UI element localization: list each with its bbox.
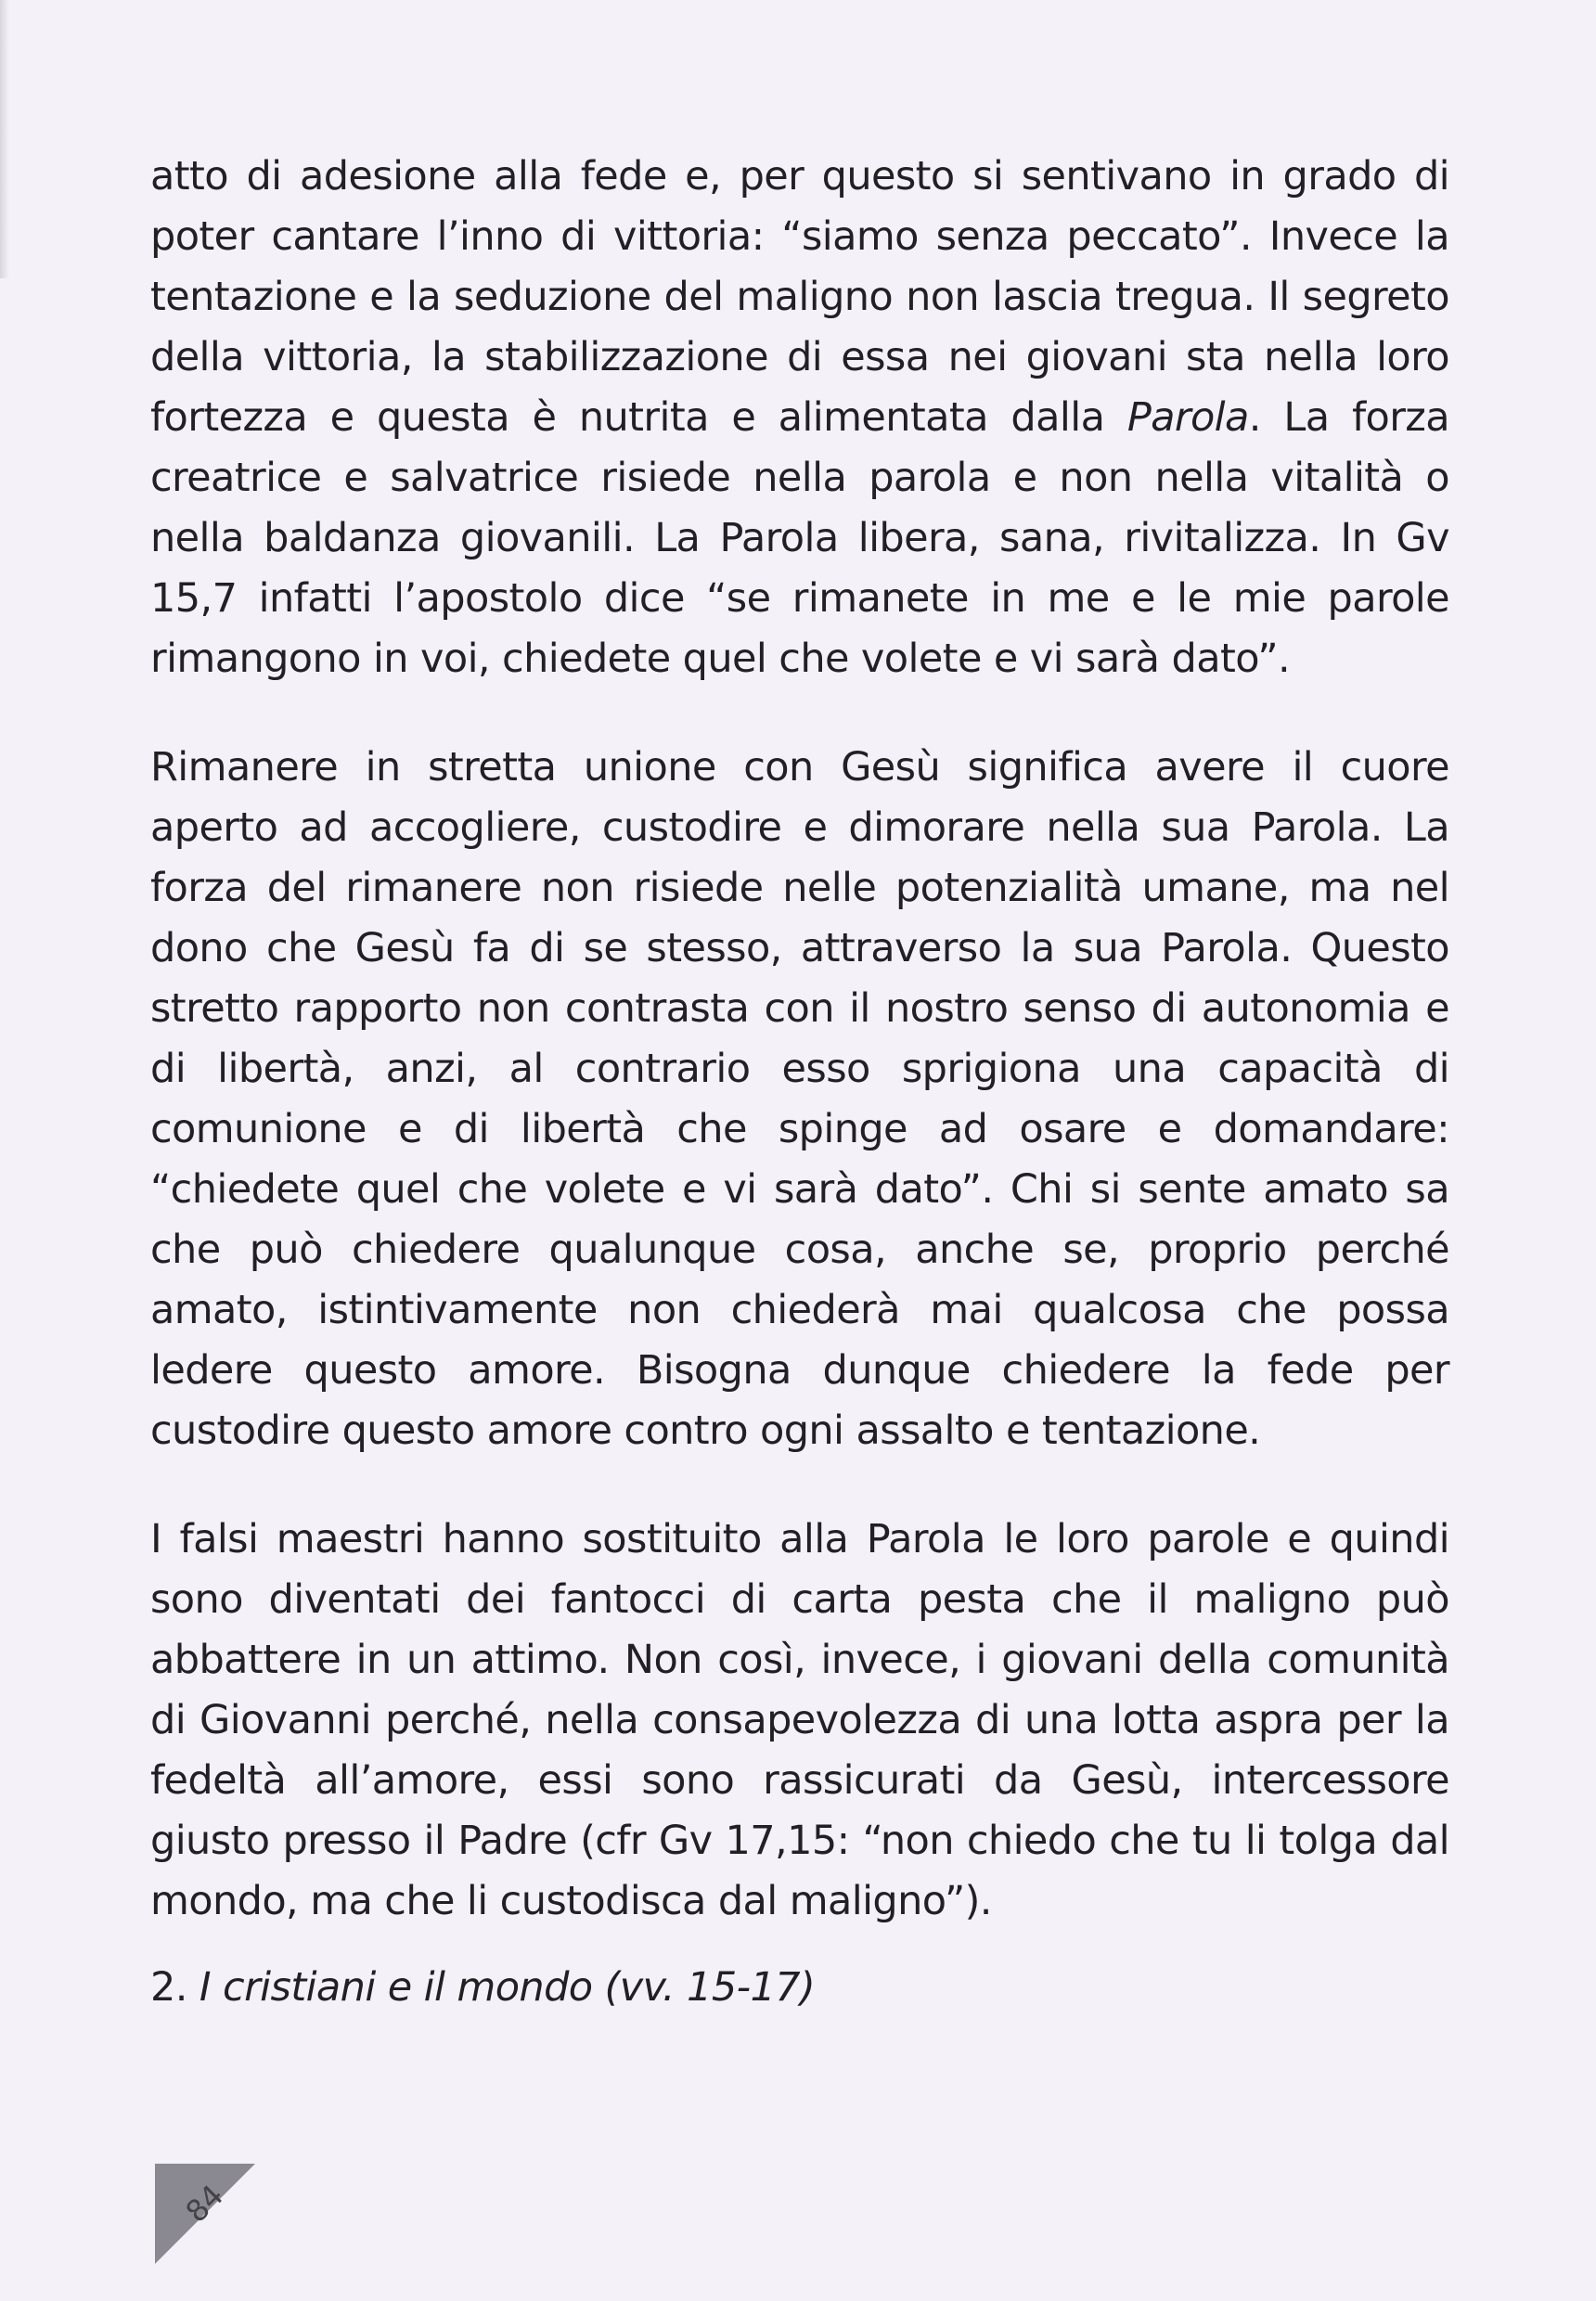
paragraph-1 xyxy=(150,147,1449,689)
paragraph-1-text-before: atto di adesione alla fede e, per questo si sentivano in grado di poter cantare l’inno di vittoria: “siamo senza peccato”. Invece la tentazione e la seduzione del maligno non lascia tregua. Il segreto della vittoria, la stabilizzazione di essa nei giovani sta nella loro fortezza e questa è nutrita e alimentata dalla xyxy=(150,153,1449,441)
paragraph-3: I falsi maestri hanno sostituito alla Parola le loro parole e quindi sono diventati dei fantocci di carta pesta che il maligno può abbattere in un attimo. Non così, invece, i giovani della comunità di Giovanni perché, nella consapevolezza di una lotta aspra per la fedeltà all’amore, essi sono rassicurati da Gesù, intercessore giusto presso il Padre (cfr Gv 17,15: “non chiedo che tu li tolga dal mondo, ma che li custodisca dal maligno”). xyxy=(150,1516,1449,1924)
section-title: I cristiani e il mondo (vv. 15-17) xyxy=(199,1964,816,2011)
section-heading xyxy=(150,1958,1449,2018)
paragraph-1-text-after: . La forza creatrice e salvatrice risiede nella parola e non nella vitalità o nella baldanza giovanili. La Parola libera, sana, rivitalizza. In Gv 15,7 infatti l’apostolo dice “se rimanete in me e le mie parole rimangono in voi, chiedete quel che volete e vi sarà dato”. xyxy=(150,394,1449,682)
section-number: 2. xyxy=(150,1964,187,2011)
page-number: 84 xyxy=(178,2178,231,2230)
body-text xyxy=(150,147,1449,2018)
page-edge-shadow xyxy=(0,0,9,278)
paragraph-1-emphasis: Parola xyxy=(1126,394,1249,441)
paragraph-2: Rimanere in stretta unione con Gesù significa avere il cuore aperto ad accogliere, custodire e dimorare nella sua Parola. La forza del rimanere non risiede nelle potenzialità umane, ma nel dono che Gesù fa di se stesso, attraverso la sua Parola. Questo stretto rapporto non contrasta con il nostro senso di autonomia e di libertà, anzi, al contrario esso sprigiona una capacità di comunione e di libertà che spinge ad osare e domandare: “chiedete quel che volete e vi sarà dato”. Chi si sente amato sa che può chiedere qualunque cosa, anche se, proprio perché amato, istintivamente non chiederà mai qualcosa che possa ledere questo amore. Bisogna dunque chiedere la fede per custodire questo amore contro ogni assalto e tentazione. xyxy=(150,744,1449,1454)
